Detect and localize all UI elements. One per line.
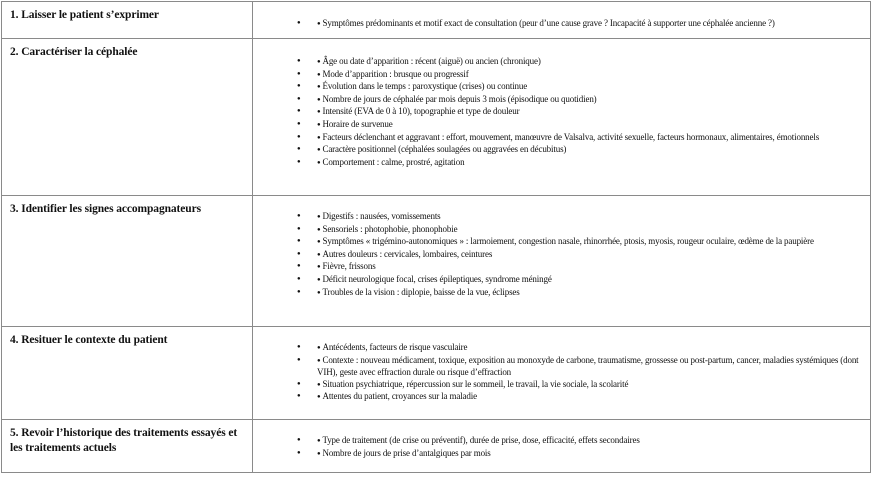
list-item: ● ● Type de traitement (de crise ou préventif), durée de prise, dose, efficacité, effets secondaires [297, 435, 862, 448]
list-item: ● ● Intensité (EVA de 0 à 10), topographie et type de douleur [297, 106, 862, 119]
list-item: ● ● Nombre de jours de céphalée par mois depuis 3 mois (épisodique ou quotidien) [297, 94, 862, 107]
section-heading-cell [2, 39, 253, 196]
section-heading-cell [2, 420, 253, 473]
list-item: ● ● Symptômes prédominants et motif exact de consultation (peur d’une cause grave ? Incapacité à supporter une céphalée ancienne ?) [297, 18, 862, 31]
bullet-list [253, 196, 870, 299]
bullet-icon: ● [317, 214, 321, 220]
bullet-icon: ● [317, 394, 321, 401]
list-item: ● ● Attentes du patient, croyances sur la maladie [297, 391, 862, 404]
bullet-list [253, 2, 870, 31]
list-item: ● ● Symptômes « trigémino-autonomiques » : larmoiement, congestion nasale, rhinorrhée, ptosis, myosis, rougeur oculaire, œdème de la paupière [297, 236, 862, 249]
section-title: 5. Revoir l’historique des traitements essayés et les traitements actuels [10, 427, 238, 454]
section-content-cell [253, 39, 871, 196]
list-item: ● ● Horaire de survenue [297, 119, 862, 132]
list-item: ● ● Mode d’apparition : brusque ou progressif [297, 69, 862, 82]
bullet-icon: ● [317, 276, 321, 283]
table-row [2, 196, 871, 327]
table-row [2, 39, 871, 196]
section-content-cell [253, 327, 871, 420]
list-item: ● ● Comportement : calme, prostré, agitation [297, 157, 862, 170]
section-title: 3. Identifier les signes accompagnateurs [10, 203, 201, 215]
list-item: ● ● Nombre de jours de prise d’antalgiques par mois [297, 448, 862, 461]
section-title: 4. Resituer le contexte du patient [10, 334, 168, 346]
bullet-icon: ● [317, 450, 321, 457]
list-item: ● ● Sensoriels : photophobie, phonophobie [297, 224, 862, 237]
bullet-icon: ● [317, 226, 321, 233]
bullet-icon: ● [317, 345, 321, 351]
bullet-icon: ● [317, 121, 321, 128]
section-content-cell [253, 420, 871, 473]
bullet-icon: ● [317, 264, 321, 271]
list-item: ● ● Situation psychiatrique, répercussion sur le sommeil, le travail, la vie sociale, la scolarité [297, 379, 862, 392]
section-title: 1. Laisser le patient s’exprimer [10, 9, 159, 21]
list-item: ● ● Fièvre, frissons [297, 261, 862, 274]
list-item: ● ● Digestifs : nausées, vomissements [297, 211, 862, 224]
bullet-icon: ● [317, 251, 321, 258]
bullet-list [253, 39, 870, 169]
bullet-list [253, 420, 870, 460]
bullet-icon: ● [317, 109, 321, 116]
bullet-icon: ● [317, 239, 321, 246]
bullet-icon: ● [317, 134, 321, 141]
bullet-icon: ● [317, 381, 321, 388]
list-item: ● ● Évolution dans le temps : paroxystique (crises) ou continue [297, 81, 862, 94]
list-item: ● ● Facteurs déclenchant et aggravant : effort, mouvement, manœuvre de Valsalva, activité sexuelle, facteurs hormonaux, alimentaires, émotionnels [297, 132, 862, 145]
bullet-list [253, 327, 870, 404]
list-item: ● ● Contexte : nouveau médicament, toxique, exposition au monoxyde de carbone, traumatisme, grossesse ou post-partum, cancer, maladies systémiques (dont VIH), geste avec effraction durale ou risque d’effraction [297, 355, 862, 379]
section-title: 2. Caractériser la céphalée [10, 46, 138, 58]
list-item: ● ● Âge ou date d’apparition : récent (aiguë) ou ancien (chronique) [297, 56, 862, 69]
list-item: ● ● Antécédents, facteurs de risque vasculaire [297, 342, 862, 355]
consultation-checklist-table [1, 1, 871, 473]
bullet-icon: ● [317, 71, 321, 78]
section-heading-cell [2, 327, 253, 420]
bullet-icon: ● [317, 21, 321, 27]
list-item: ● ● Caractère positionnel (céphalées soulagées ou aggravées en décubitus) [297, 144, 862, 157]
bullet-icon: ● [317, 147, 321, 154]
table-row [2, 2, 871, 39]
table-row [2, 327, 871, 420]
bullet-icon: ● [317, 438, 321, 444]
bullet-icon: ● [317, 84, 321, 91]
table-row [2, 420, 871, 473]
list-item: ● ● Déficit neurologique focal, crises épileptiques, syndrome méningé [297, 274, 862, 287]
section-heading-cell [2, 2, 253, 39]
section-heading-cell [2, 196, 253, 327]
list-item: ● ● Troubles de la vision : diplopie, baisse de la vue, éclipses [297, 287, 862, 300]
section-content-cell [253, 2, 871, 39]
bullet-icon: ● [317, 96, 321, 103]
bullet-icon: ● [317, 357, 321, 364]
section-content-cell [253, 196, 871, 327]
bullet-icon: ● [317, 289, 321, 296]
bullet-icon: ● [317, 159, 321, 166]
bullet-icon: ● [317, 59, 321, 65]
list-item: ● ● Autres douleurs : cervicales, lombaires, ceintures [297, 249, 862, 262]
